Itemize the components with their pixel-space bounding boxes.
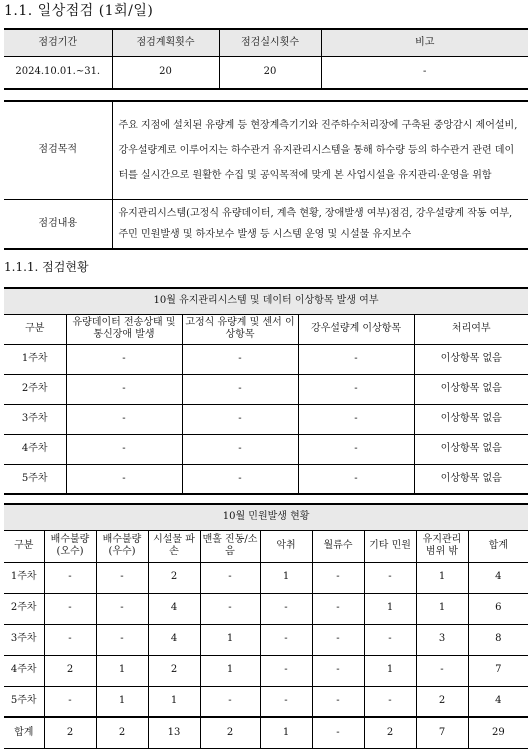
anomaly-cell-transmission: - (66, 434, 182, 464)
complaint-cell-overflow: - (312, 624, 364, 655)
inspection-count-table (4, 28, 528, 90)
complaint-cell-drain-sewage: - (44, 562, 96, 593)
anomaly-cell-status: 이상항목 없음 (414, 374, 528, 404)
complaint-cell-week: 2주차 (4, 593, 44, 624)
cell-remarks: - (321, 56, 528, 89)
complaint-cell-drain-sewage: - (44, 593, 96, 624)
complaint-cell-facility-damage: 2 (148, 562, 200, 593)
complaint-row (4, 562, 528, 593)
complaint-cell-facility-damage: 4 (148, 593, 200, 624)
complaint-cell-odor: 1 (260, 717, 312, 748)
anomaly-cell-week: 2주차 (4, 374, 66, 404)
complaint-cell-overflow: - (312, 686, 364, 717)
anomaly-cell-raingauge: - (298, 464, 414, 494)
complaint-cell-out-of-scope: - (416, 655, 468, 686)
anomaly-cell-flowmeter: - (182, 434, 298, 464)
complaint-cell-out-of-scope: 3 (416, 624, 468, 655)
anomaly-header-week: 구분 (4, 314, 66, 344)
complaint-cell-drain-storm: - (96, 562, 148, 593)
complaint-header-odor: 악취 (260, 530, 312, 562)
purpose-text: 주요 지점에 설치된 유량계 등 현장계측기기와 진주하수처리장에 구축된 중앙감시 제어설비, 강우설량계로 이루어지는 하수관거 유지관리시스템을 통해 하수량 등의 하수관거 관련 데이터를 실시간으로 원활한 수집 및 공익목적에 맞게 본 사업시설을 유지관리·운영을 위함 (112, 101, 528, 199)
complaint-cell-other: - (364, 562, 416, 593)
complaint-cell-manhole-noise: - (200, 593, 260, 624)
complaint-cell-total: 4 (468, 686, 528, 717)
complaint-header-manhole-noise: 맨홀 진동/소음 (200, 530, 260, 562)
complaint-cell-other: - (364, 686, 416, 717)
complaint-cell-total: 8 (468, 624, 528, 655)
anomaly-row (4, 344, 528, 374)
complaint-header-week: 구분 (4, 530, 44, 562)
complaint-cell-drain-storm: - (96, 593, 148, 624)
complaint-cell-week: 5주차 (4, 686, 44, 717)
complaint-cell-total: 4 (468, 562, 528, 593)
complaint-cell-other: 1 (364, 655, 416, 686)
purpose-label: 점검목적 (4, 101, 112, 199)
complaint-header-out-of-scope: 유지관리 범위 밖 (416, 530, 468, 562)
complaint-cell-manhole-noise: 1 (200, 624, 260, 655)
section-title: 1.1. 일상점검 (1회/일) (4, 3, 154, 19)
complaint-cell-out-of-scope: 1 (416, 562, 468, 593)
complaint-table (4, 503, 528, 749)
complaint-cell-out-of-scope: 2 (416, 686, 468, 717)
complaint-cell-drain-sewage: - (44, 624, 96, 655)
cell-period: 2024.10.01.~31. (4, 56, 112, 89)
complaint-cell-week: 합계 (4, 717, 44, 748)
complaint-cell-odor: - (260, 655, 312, 686)
complaint-cell-other: 1 (364, 593, 416, 624)
anomaly-cell-status: 이상항목 없음 (414, 434, 528, 464)
anomaly-header-flowmeter: 고정식 유량계 및 센서 이상항목 (182, 314, 298, 344)
complaint-cell-facility-damage: 2 (148, 655, 200, 686)
complaint-cell-drain-storm: 1 (96, 655, 148, 686)
complaint-cell-drain-sewage: 2 (44, 717, 96, 748)
complaint-header-total: 합계 (468, 530, 528, 562)
cell-planned-count: 20 (112, 56, 219, 89)
anomaly-cell-transmission: - (66, 464, 182, 494)
complaint-cell-facility-damage: 13 (148, 717, 200, 748)
complaint-cell-odor: - (260, 624, 312, 655)
complaint-cell-out-of-scope: 7 (416, 717, 468, 748)
anomaly-row (4, 434, 528, 464)
anomaly-table-title: 10월 유지관리시스템 및 데이터 이상항목 발생 여부 (4, 288, 528, 314)
complaint-cell-odor: - (260, 686, 312, 717)
complaint-row (4, 686, 528, 717)
anomaly-cell-raingauge: - (298, 404, 414, 434)
complaint-cell-week: 3주차 (4, 624, 44, 655)
cell-actual-count: 20 (219, 56, 321, 89)
complaint-header-other: 기타 민원 (364, 530, 416, 562)
complaint-cell-drain-storm: 1 (96, 686, 148, 717)
anomaly-cell-transmission: - (66, 404, 182, 434)
complaint-total-row (4, 717, 528, 748)
complaint-cell-manhole-noise: 2 (200, 717, 260, 748)
complaint-cell-total: 6 (468, 593, 528, 624)
anomaly-cell-week: 3주차 (4, 404, 66, 434)
anomaly-cell-raingauge: - (298, 344, 414, 374)
anomaly-cell-flowmeter: - (182, 464, 298, 494)
complaint-cell-overflow: - (312, 593, 364, 624)
complaint-cell-drain-storm: - (96, 624, 148, 655)
complaint-row (4, 624, 528, 655)
system-anomaly-table (4, 287, 528, 495)
complaint-cell-overflow: - (312, 562, 364, 593)
header-remarks: 비고 (321, 29, 528, 56)
anomaly-cell-raingauge: - (298, 434, 414, 464)
complaint-cell-week: 1주차 (4, 562, 44, 593)
complaint-cell-other: - (364, 624, 416, 655)
anomaly-row (4, 404, 528, 434)
complaint-table-title: 10월 민원발생 현황 (4, 504, 528, 530)
anomaly-cell-week: 4주차 (4, 434, 66, 464)
anomaly-header-raingauge: 강우설량계 이상항목 (298, 314, 414, 344)
anomaly-cell-status: 이상항목 없음 (414, 404, 528, 434)
complaint-cell-total: 7 (468, 655, 528, 686)
anomaly-header-transmission: 유량데이터 전송상태 및 통신장애 발생 (66, 314, 182, 344)
anomaly-cell-raingauge: - (298, 374, 414, 404)
complaint-cell-other: 2 (364, 717, 416, 748)
anomaly-row (4, 464, 528, 494)
complaint-row (4, 593, 528, 624)
subsection-title: 1.1.1. 점검현황 (4, 260, 89, 274)
content-label: 점검내용 (4, 199, 112, 249)
anomaly-cell-transmission: - (66, 374, 182, 404)
anomaly-row (4, 374, 528, 404)
anomaly-cell-week: 5주차 (4, 464, 66, 494)
anomaly-cell-flowmeter: - (182, 404, 298, 434)
complaint-cell-out-of-scope: 1 (416, 593, 468, 624)
anomaly-cell-transmission: - (66, 344, 182, 374)
anomaly-cell-flowmeter: - (182, 374, 298, 404)
inspection-purpose-table (4, 100, 528, 250)
complaint-cell-odor: - (260, 593, 312, 624)
header-planned-count: 점검계획횟수 (112, 29, 219, 56)
complaint-cell-overflow: - (312, 717, 364, 748)
complaint-row (4, 655, 528, 686)
complaint-cell-odor: 1 (260, 562, 312, 593)
complaint-cell-total: 29 (468, 717, 528, 748)
anomaly-cell-status: 이상항목 없음 (414, 464, 528, 494)
complaint-cell-drain-sewage: 2 (44, 655, 96, 686)
complaint-cell-manhole-noise: 1 (200, 655, 260, 686)
complaint-cell-drain-storm: 2 (96, 717, 148, 748)
anomaly-cell-status: 이상항목 없음 (414, 344, 528, 374)
header-actual-count: 점검실시횟수 (219, 29, 321, 56)
complaint-cell-overflow: - (312, 655, 364, 686)
complaint-cell-week: 4주차 (4, 655, 44, 686)
complaint-cell-manhole-noise: - (200, 686, 260, 717)
complaint-cell-facility-damage: 1 (148, 686, 200, 717)
complaint-cell-facility-damage: 4 (148, 624, 200, 655)
complaint-cell-drain-sewage: - (44, 686, 96, 717)
content-text: 유지관리시스템(고정식 유량데이터, 계측 현황, 장애발생 여부)점검, 강우설량계 작동 여부, 주민 민원발생 및 하자보수 발생 등 시스템 운영 및 시설물 유지보수 (112, 199, 528, 249)
header-period: 점검기간 (4, 29, 112, 56)
anomaly-cell-week: 1주차 (4, 344, 66, 374)
complaint-header-facility-damage: 시설물 파손 (148, 530, 200, 562)
anomaly-cell-flowmeter: - (182, 344, 298, 374)
complaint-header-overflow: 월류수 (312, 530, 364, 562)
anomaly-header-status: 처리여부 (414, 314, 528, 344)
complaint-header-drain-storm: 배수불량 (우수) (96, 530, 148, 562)
complaint-cell-manhole-noise: - (200, 562, 260, 593)
complaint-header-drain-sewage: 배수불량 (오수) (44, 530, 96, 562)
